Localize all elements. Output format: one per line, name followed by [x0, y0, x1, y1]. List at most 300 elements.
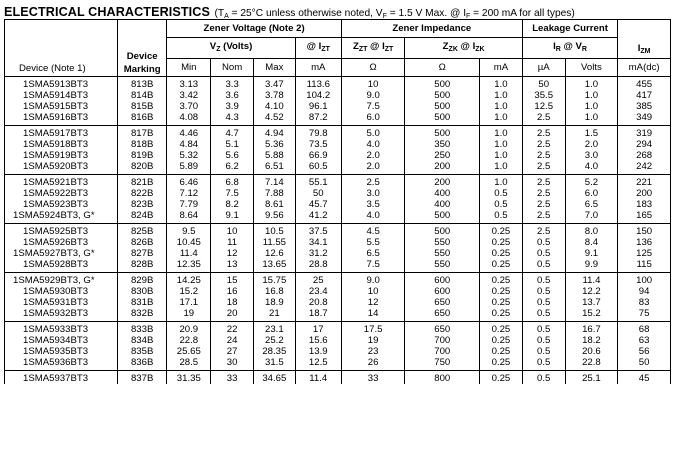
- cell-izk: 0.25: [480, 371, 523, 385]
- cell-vr: 1.0: [565, 90, 618, 101]
- cell-device: 1SMA5931BT3: [5, 297, 118, 308]
- cell-vz-min: 5.89: [167, 161, 211, 175]
- cell-izm: 183: [618, 199, 671, 210]
- cell-izt: 12.5: [295, 357, 341, 371]
- cell-izk: 0.25: [480, 308, 523, 322]
- izk-unit-header: mA: [480, 59, 523, 77]
- cell-device: 1SMA5914BT3: [5, 90, 118, 101]
- table-row: [5, 322, 671, 336]
- cell-vr: 1.5: [565, 126, 618, 140]
- cell-vr: 3.0: [565, 150, 618, 161]
- cell-izm: 221: [618, 175, 671, 189]
- cell-izt: 87.2: [295, 112, 341, 126]
- cell-vr: 20.6: [565, 346, 618, 357]
- cell-zzt: 10: [341, 77, 405, 91]
- cell-vz-min: 15.2: [167, 286, 211, 297]
- cell-marking: 831B: [118, 297, 167, 308]
- cell-marking: 822B: [118, 188, 167, 199]
- cell-zzk: 550: [405, 259, 480, 273]
- cell-vz-min: 11.4: [167, 248, 211, 259]
- table-row: [5, 126, 671, 140]
- cell-izt: 50: [295, 188, 341, 199]
- cell-ir: 35.5: [522, 90, 565, 101]
- cell-device: 1SMA5932BT3: [5, 308, 118, 322]
- cell-device: 1SMA5925BT3: [5, 224, 118, 238]
- cell-vz-max: 10.5: [254, 224, 296, 238]
- cell-device: 1SMA5923BT3: [5, 199, 118, 210]
- cell-ir: 0.5: [522, 335, 565, 346]
- cell-vz-nom: 6.8: [211, 175, 254, 189]
- cell-izt: 41.2: [295, 210, 341, 224]
- max-header: Max: [254, 59, 296, 77]
- cell-vr: 2.0: [565, 139, 618, 150]
- table-row: [5, 237, 671, 248]
- cell-zzt: 6.5: [341, 248, 405, 259]
- cell-device: 1SMA5919BT3: [5, 150, 118, 161]
- cell-vz-nom: 4.3: [211, 112, 254, 126]
- cell-zzt: 5.0: [341, 126, 405, 140]
- cell-marking: 814B: [118, 90, 167, 101]
- device-header: Device (Note 1): [5, 20, 118, 77]
- cell-ir: 2.5: [522, 175, 565, 189]
- cell-zzt: 5.5: [341, 237, 405, 248]
- cell-zzk: 500: [405, 77, 480, 91]
- cell-vz-min: 28.5: [167, 357, 211, 371]
- cell-izt: 13.9: [295, 346, 341, 357]
- cell-vr: 9.1: [565, 248, 618, 259]
- cell-device: 1SMA5930BT3: [5, 286, 118, 297]
- table-row: [5, 175, 671, 189]
- cell-vz-max: 4.10: [254, 101, 296, 112]
- cell-marking: 834B: [118, 335, 167, 346]
- cell-marking: 824B: [118, 210, 167, 224]
- cell-izk: 1.0: [480, 139, 523, 150]
- cell-ir: 0.5: [522, 346, 565, 357]
- cell-vr: 6.0: [565, 188, 618, 199]
- cell-ir: 0.5: [522, 371, 565, 385]
- nom-header: Nom: [211, 59, 254, 77]
- cell-vz-max: 25.2: [254, 335, 296, 346]
- cell-device: 1SMA5922BT3: [5, 188, 118, 199]
- cell-zzt: 19: [341, 335, 405, 346]
- cell-vz-max: 15.75: [254, 273, 296, 287]
- cell-izt: 15.6: [295, 335, 341, 346]
- cell-izk: 0.25: [480, 224, 523, 238]
- cell-vz-nom: 3.3: [211, 77, 254, 91]
- cell-izt: 17: [295, 322, 341, 336]
- cell-ir: 0.5: [522, 308, 565, 322]
- cell-vz-min: 8.64: [167, 210, 211, 224]
- cell-vz-nom: 3.6: [211, 90, 254, 101]
- cell-izk: 1.0: [480, 150, 523, 161]
- cell-izm: 455: [618, 77, 671, 91]
- zzk-header: $Z_{ZK}$ @ $I_{ZK}$: [405, 38, 522, 59]
- cell-vz-min: 7.12: [167, 188, 211, 199]
- cell-vz-min: 19: [167, 308, 211, 322]
- cell-vr: 12.2: [565, 286, 618, 297]
- cell-vz-min: 17.1: [167, 297, 211, 308]
- cell-izt: 31.2: [295, 248, 341, 259]
- cell-device: 1SMA5933BT3: [5, 322, 118, 336]
- cell-vr: 22.8: [565, 357, 618, 371]
- cell-izm: 45: [618, 371, 671, 385]
- cell-izt: 25: [295, 273, 341, 287]
- cell-device: 1SMA5921BT3: [5, 175, 118, 189]
- cell-marking: 818B: [118, 139, 167, 150]
- cell-izt: 34.1: [295, 237, 341, 248]
- cell-device: 1SMA5924BT3, G*: [5, 210, 118, 224]
- cell-zzk: 650: [405, 297, 480, 308]
- table-row: [5, 77, 671, 91]
- cell-izk: 0.25: [480, 297, 523, 308]
- cell-vz-max: 11.55: [254, 237, 296, 248]
- cell-izk: 0.25: [480, 322, 523, 336]
- table-row: [5, 188, 671, 199]
- table-row: [5, 308, 671, 322]
- cell-zzk: 600: [405, 286, 480, 297]
- cell-vr: 16.7: [565, 322, 618, 336]
- cell-device: 1SMA5926BT3: [5, 237, 118, 248]
- cell-vz-min: 12.35: [167, 259, 211, 273]
- cell-vz-min: 25.65: [167, 346, 211, 357]
- cell-zzt: 17.5: [341, 322, 405, 336]
- cell-izm: 68: [618, 322, 671, 336]
- cell-vr: 9.9: [565, 259, 618, 273]
- cell-vz-nom: 3.9: [211, 101, 254, 112]
- cell-vz-nom: 20: [211, 308, 254, 322]
- cell-vz-max: 6.51: [254, 161, 296, 175]
- izm-header: $I_{ZM}$: [618, 20, 671, 59]
- cell-vz-nom: 24: [211, 335, 254, 346]
- cell-vz-max: 16.8: [254, 286, 296, 297]
- table-row: [5, 210, 671, 224]
- cell-izm: 294: [618, 139, 671, 150]
- cell-ir: 0.5: [522, 286, 565, 297]
- cell-vz-min: 6.46: [167, 175, 211, 189]
- table-row: [5, 199, 671, 210]
- cell-marking: 813B: [118, 77, 167, 91]
- cell-izt: 66.9: [295, 150, 341, 161]
- ir-unit-header: µA: [522, 59, 565, 77]
- cell-vz-min: 9.5: [167, 224, 211, 238]
- cell-zzt: 4.0: [341, 210, 405, 224]
- cell-izk: 0.5: [480, 210, 523, 224]
- cell-izm: 125: [618, 248, 671, 259]
- cell-zzk: 550: [405, 248, 480, 259]
- cell-izm: 200: [618, 188, 671, 199]
- cell-izm: 83: [618, 297, 671, 308]
- cell-marking: 817B: [118, 126, 167, 140]
- cell-zzk: 500: [405, 90, 480, 101]
- cell-vz-max: 3.78: [254, 90, 296, 101]
- cell-vr: 18.2: [565, 335, 618, 346]
- cell-zzk: 700: [405, 346, 480, 357]
- cell-izt: 20.8: [295, 297, 341, 308]
- cell-device: 1SMA5934BT3: [5, 335, 118, 346]
- cell-izk: 1.0: [480, 175, 523, 189]
- cell-vz-max: 31.5: [254, 357, 296, 371]
- table-row: [5, 286, 671, 297]
- cell-zzk: 650: [405, 322, 480, 336]
- cell-izm: 319: [618, 126, 671, 140]
- cell-vz-max: 21: [254, 308, 296, 322]
- cell-izm: 385: [618, 101, 671, 112]
- device-marking-header: Device Marking: [118, 20, 167, 77]
- cell-ir: 2.5: [522, 199, 565, 210]
- cell-izk: 1.0: [480, 126, 523, 140]
- cell-zzt: 7.5: [341, 101, 405, 112]
- table-row: [5, 139, 671, 150]
- cell-vz-nom: 33: [211, 371, 254, 385]
- cell-device: 1SMA5936BT3: [5, 357, 118, 371]
- cell-ir: 2.5: [522, 210, 565, 224]
- cell-device: 1SMA5917BT3: [5, 126, 118, 140]
- cell-vz-max: 7.88: [254, 188, 296, 199]
- table-row: [5, 371, 671, 385]
- cell-marking: 837B: [118, 371, 167, 385]
- cell-marking: 828B: [118, 259, 167, 273]
- cell-vz-nom: 5.1: [211, 139, 254, 150]
- cell-izm: 417: [618, 90, 671, 101]
- cell-zzt: 9.0: [341, 273, 405, 287]
- cell-vz-nom: 7.5: [211, 188, 254, 199]
- cell-zzt: 4.0: [341, 139, 405, 150]
- cell-marking: 826B: [118, 237, 167, 248]
- cell-vz-min: 3.13: [167, 77, 211, 91]
- electrical-characteristics-table: [4, 19, 671, 384]
- cell-device: 1SMA5937BT3: [5, 371, 118, 385]
- cell-ir: 0.5: [522, 237, 565, 248]
- cell-zzk: 700: [405, 335, 480, 346]
- cell-zzk: 500: [405, 210, 480, 224]
- cell-zzt: 26: [341, 357, 405, 371]
- cell-izt: 60.5: [295, 161, 341, 175]
- cell-izt: 28.8: [295, 259, 341, 273]
- cell-vz-max: 9.56: [254, 210, 296, 224]
- cell-marking: 836B: [118, 357, 167, 371]
- cell-izm: 115: [618, 259, 671, 273]
- cell-ir: 2.5: [522, 188, 565, 199]
- cell-vr: 1.0: [565, 77, 618, 91]
- cell-ir: 2.5: [522, 150, 565, 161]
- cell-izk: 0.25: [480, 357, 523, 371]
- cell-marking: 823B: [118, 199, 167, 210]
- cell-vz-min: 4.08: [167, 112, 211, 126]
- izm-unit-header: mA(dc): [618, 59, 671, 77]
- cell-zzk: 600: [405, 273, 480, 287]
- cell-izk: 1.0: [480, 112, 523, 126]
- title-main: ELECTRICAL CHARACTERISTICS: [4, 5, 210, 19]
- min-header: Min: [167, 59, 211, 77]
- table-row: [5, 273, 671, 287]
- cell-zzt: 6.0: [341, 112, 405, 126]
- cell-izk: 0.25: [480, 248, 523, 259]
- cell-izm: 63: [618, 335, 671, 346]
- table-row: [5, 259, 671, 273]
- table-row: [5, 90, 671, 101]
- cell-vz-nom: 30: [211, 357, 254, 371]
- cell-ir: 0.5: [522, 357, 565, 371]
- cell-izm: 100: [618, 273, 671, 287]
- cell-vz-min: 4.84: [167, 139, 211, 150]
- cell-device: 1SMA5929BT3, G*: [5, 273, 118, 287]
- cell-marking: 819B: [118, 150, 167, 161]
- cell-zzt: 3.5: [341, 199, 405, 210]
- cell-zzk: 200: [405, 161, 480, 175]
- cell-vr: 1.0: [565, 112, 618, 126]
- cell-vr: 11.4: [565, 273, 618, 287]
- zzt-unit-header: Ω: [341, 59, 405, 77]
- cell-izm: 268: [618, 150, 671, 161]
- cell-vz-max: 4.94: [254, 126, 296, 140]
- cell-zzk: 200: [405, 175, 480, 189]
- cell-izm: 136: [618, 237, 671, 248]
- cell-zzk: 750: [405, 357, 480, 371]
- cell-vz-min: 3.42: [167, 90, 211, 101]
- cell-izk: 0.5: [480, 199, 523, 210]
- cell-zzk: 400: [405, 199, 480, 210]
- cell-vz-max: 23.1: [254, 322, 296, 336]
- cell-ir: 0.5: [522, 297, 565, 308]
- cell-zzk: 250: [405, 150, 480, 161]
- cell-vz-max: 8.61: [254, 199, 296, 210]
- cell-zzt: 9.0: [341, 90, 405, 101]
- cell-vr: 5.2: [565, 175, 618, 189]
- table-row: [5, 297, 671, 308]
- table-body: [5, 77, 671, 385]
- cell-vz-max: 5.88: [254, 150, 296, 161]
- cell-zzt: 12: [341, 297, 405, 308]
- cell-vz-min: 20.9: [167, 322, 211, 336]
- cell-izk: 0.25: [480, 335, 523, 346]
- cell-izt: 104.2: [295, 90, 341, 101]
- cell-vz-min: 3.70: [167, 101, 211, 112]
- cell-vz-nom: 5.6: [211, 150, 254, 161]
- cell-vz-nom: 16: [211, 286, 254, 297]
- cell-izt: 79.8: [295, 126, 341, 140]
- cell-izm: 50: [618, 357, 671, 371]
- cell-vz-nom: 22: [211, 322, 254, 336]
- cell-marking: 821B: [118, 175, 167, 189]
- cell-ir: 2.5: [522, 112, 565, 126]
- cell-device: 1SMA5918BT3: [5, 139, 118, 150]
- cell-device: 1SMA5935BT3: [5, 346, 118, 357]
- cell-vz-min: 22.8: [167, 335, 211, 346]
- cell-izk: 0.25: [480, 237, 523, 248]
- cell-marking: 830B: [118, 286, 167, 297]
- cell-izt: 73.5: [295, 139, 341, 150]
- cell-device: 1SMA5915BT3: [5, 101, 118, 112]
- cell-vz-max: 12.6: [254, 248, 296, 259]
- cell-zzt: 10: [341, 286, 405, 297]
- cell-zzk: 800: [405, 371, 480, 385]
- cell-vz-nom: 12: [211, 248, 254, 259]
- cell-izt: 37.5: [295, 224, 341, 238]
- cell-zzk: 500: [405, 101, 480, 112]
- cell-ir: 2.5: [522, 224, 565, 238]
- cell-vz-nom: 6.2: [211, 161, 254, 175]
- vz-volts-header: $V_Z$ (Volts): [167, 38, 295, 59]
- cell-vz-nom: 8.2: [211, 199, 254, 210]
- cell-vz-min: 31.35: [167, 371, 211, 385]
- cell-device: 1SMA5913BT3: [5, 77, 118, 91]
- cell-zzk: 500: [405, 112, 480, 126]
- cell-zzk: 650: [405, 308, 480, 322]
- cell-izk: 0.25: [480, 286, 523, 297]
- table-row: [5, 224, 671, 238]
- cell-vz-nom: 18: [211, 297, 254, 308]
- cell-izk: 0.5: [480, 188, 523, 199]
- cell-marking: 827B: [118, 248, 167, 259]
- cell-vz-nom: 13: [211, 259, 254, 273]
- cell-izk: 1.0: [480, 77, 523, 91]
- cell-vz-max: 13.65: [254, 259, 296, 273]
- cell-ir: 12.5: [522, 101, 565, 112]
- cell-ir: 2.5: [522, 161, 565, 175]
- title-conditions: ($T_A = 25^\circ C$ unless otherwise noted, $V_F = 1.5$ V Max. @ $I_F = 200$ mA for all types): [214, 8, 575, 20]
- cell-vz-max: 34.65: [254, 371, 296, 385]
- table-row: [5, 346, 671, 357]
- cell-ir: 0.5: [522, 322, 565, 336]
- table-row: [5, 357, 671, 371]
- cell-izk: 1.0: [480, 90, 523, 101]
- table-row: [5, 101, 671, 112]
- cell-device: 1SMA5927BT3, G*: [5, 248, 118, 259]
- cell-device: 1SMA5920BT3: [5, 161, 118, 175]
- cell-marking: 820B: [118, 161, 167, 175]
- cell-vz-nom: 9.1: [211, 210, 254, 224]
- cell-vr: 8.4: [565, 237, 618, 248]
- cell-izt: 45.7: [295, 199, 341, 210]
- cell-zzk: 500: [405, 126, 480, 140]
- cell-izt: 113.6: [295, 77, 341, 91]
- cell-vr: 1.0: [565, 101, 618, 112]
- table-row: [5, 112, 671, 126]
- cell-vz-nom: 27: [211, 346, 254, 357]
- cell-vz-min: 10.45: [167, 237, 211, 248]
- cell-zzk: 550: [405, 237, 480, 248]
- cell-marking: 815B: [118, 101, 167, 112]
- cell-izt: 23.4: [295, 286, 341, 297]
- cell-vr: 8.0: [565, 224, 618, 238]
- cell-vr: 13.7: [565, 297, 618, 308]
- vr-unit-header: Volts: [565, 59, 618, 77]
- cell-izm: 56: [618, 346, 671, 357]
- cell-izk: 0.25: [480, 259, 523, 273]
- cell-zzk: 500: [405, 224, 480, 238]
- cell-zzk: 350: [405, 139, 480, 150]
- zener-voltage-header: Zener Voltage (Note 2): [167, 20, 341, 38]
- cell-vz-nom: 4.7: [211, 126, 254, 140]
- cell-izk: 1.0: [480, 161, 523, 175]
- cell-vr: 7.0: [565, 210, 618, 224]
- cell-vz-max: 3.47: [254, 77, 296, 91]
- leakage-current-header: Leakage Current: [522, 20, 617, 38]
- cell-zzt: 4.5: [341, 224, 405, 238]
- cell-vz-max: 28.35: [254, 346, 296, 357]
- cell-vz-max: 7.14: [254, 175, 296, 189]
- cell-izm: 349: [618, 112, 671, 126]
- cell-zzt: 3.0: [341, 188, 405, 199]
- cell-device: 1SMA5916BT3: [5, 112, 118, 126]
- cell-vz-max: 4.52: [254, 112, 296, 126]
- cell-ir: 0.5: [522, 259, 565, 273]
- cell-ir: 50: [522, 77, 565, 91]
- izt-unit-header: mA: [295, 59, 341, 77]
- cell-vz-nom: 15: [211, 273, 254, 287]
- cell-izm: 75: [618, 308, 671, 322]
- zzk-unit-header: Ω: [405, 59, 480, 77]
